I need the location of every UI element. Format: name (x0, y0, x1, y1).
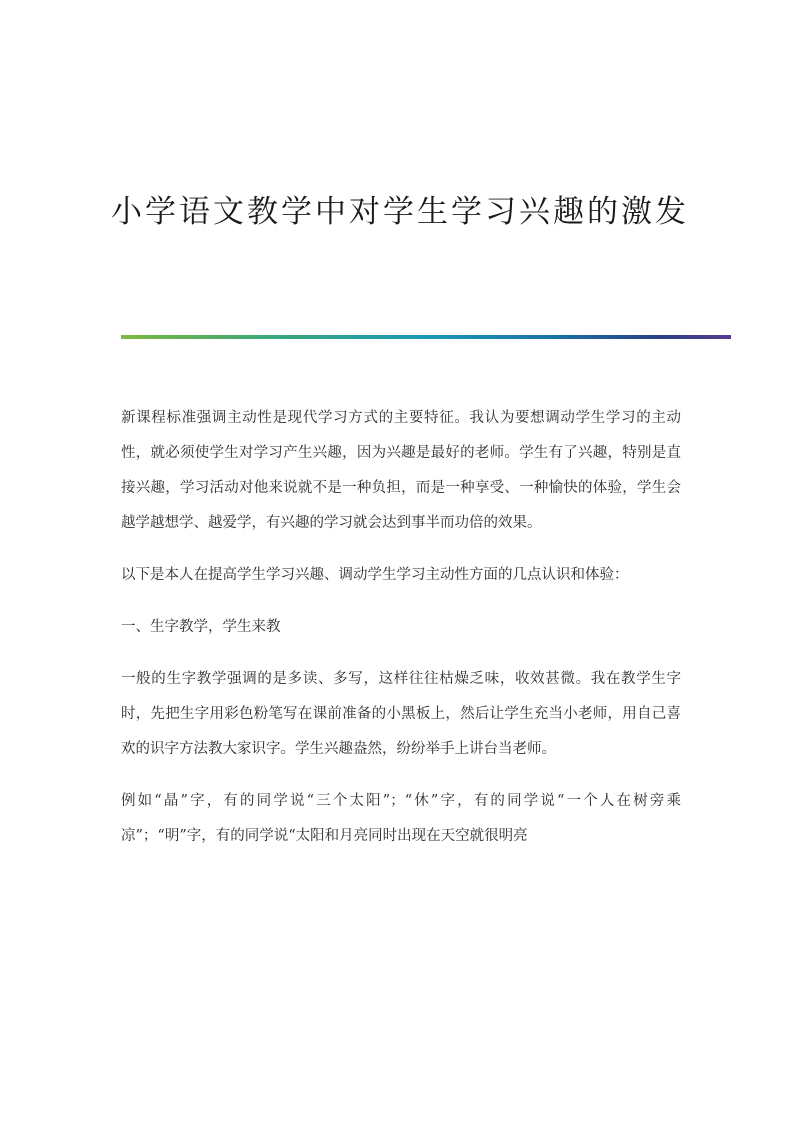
paragraph-intro: 新课程标准强调主动性是现代学习方式的主要特征。我认为要想调动学生学习的主动性，就必须使学生对学习产生兴趣，因为兴趣是最好的老师。学生有了兴趣，特别是直接兴趣，学习活动对他来说就不是一种负担，而是一种享受、一种愉快的体验，学生会越学越想学、越爱学，有兴趣的学习就会达到事半而功倍的效果。 (121, 410, 681, 531)
section-heading-1: 一、生字教学，学生来教 (121, 619, 281, 635)
document-title: 小学语文教学中对学生学习兴趣的激发 (111, 194, 689, 230)
document-body (121, 401, 681, 871)
paragraph-example: 例如“晶”字，有的同学说“三个太阳”；“休”字，有的同学说“一个人在树旁乘凉”；“明”字，有的同学说“太阳和月亮同时出现在天空就很明亮 (121, 793, 681, 844)
title-divider (121, 335, 731, 339)
paragraph-overview: 以下是本人在提高学生学习兴趣、调动学生学习主动性方面的几点认识和体验： (121, 567, 629, 583)
paragraph-section-1: 一般的生字教学强调的是多读、多写，这样往往枯燥乏味，收效甚微。我在教学生字时，先把生字用彩色粉笔写在课前准备的小黑板上，然后让学生充当小老师，用自己喜欢的识字方法教大家识字。学生兴趣盎然，纷纷举手上讲台当老师。 (121, 671, 681, 757)
